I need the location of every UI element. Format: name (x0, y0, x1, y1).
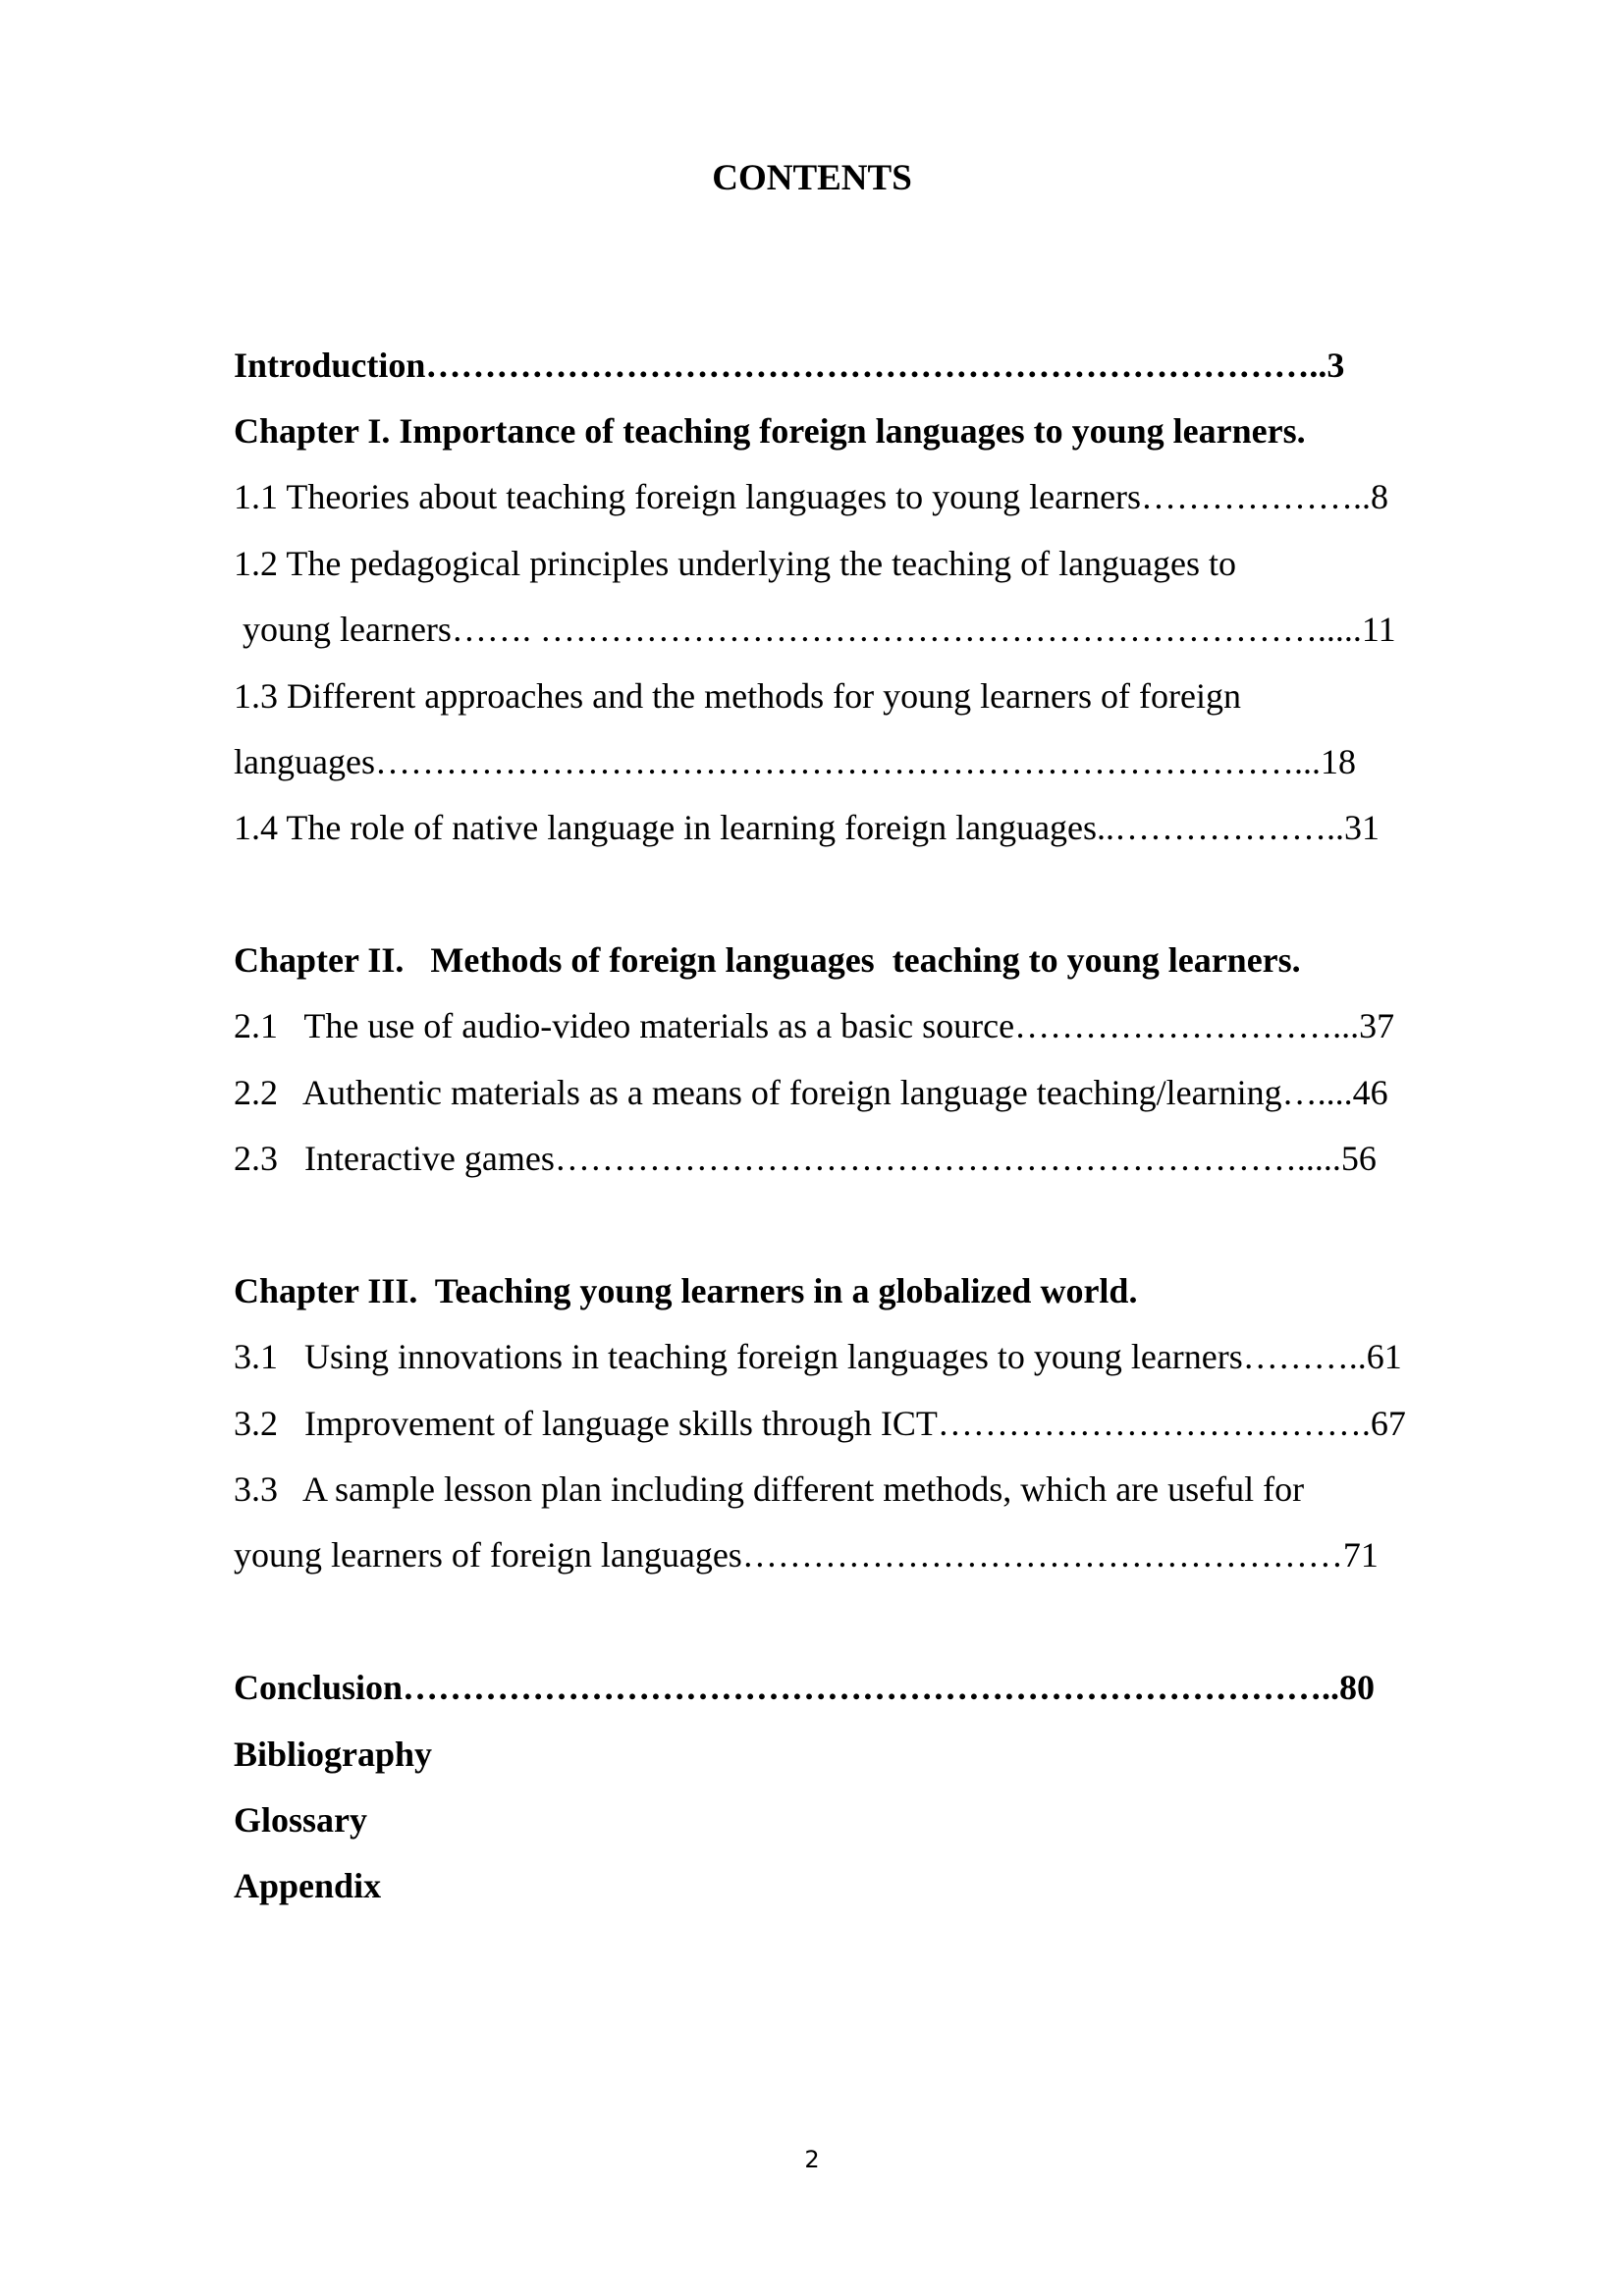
toc-chapter-3-heading: Chapter III. Teaching young learners in a globalized world. (234, 1271, 1138, 1310)
toc-entry-3-3-line-2: young learners of foreign languages……………………………………………71 (234, 1535, 1379, 1575)
toc-entry-1-2-line-1: 1.2 The pedagogical principles underlying the teaching of languages to (234, 544, 1237, 583)
toc-entry-1-3-line-1: 1.3 Different approaches and the methods for young learners of foreign (234, 676, 1241, 716)
toc-entry-3-3-line-1: 3.3 A sample lesson plan including different methods, which are useful for (234, 1469, 1305, 1509)
toc-chapter-2-heading: Chapter II. Methods of foreign languages teaching to young learners. (234, 940, 1301, 980)
toc-appendix: Appendix (234, 1866, 382, 1905)
toc-conclusion: Conclusion……………………………………………………………………..80 (234, 1668, 1376, 1707)
toc-entry-3-1: 3.1 Using innovations in teaching foreign languages to young learners………..61 (234, 1337, 1402, 1376)
toc-entry-1-3-line-2: languages……………………………………………………………………...18 (234, 742, 1356, 781)
toc-chapter-1-heading: Chapter I. Importance of teaching foreign languages to young learners. (234, 411, 1306, 451)
toc-entry-1-1: 1.1 Theories about teaching foreign languages to young learners………………..8 (234, 477, 1389, 516)
toc-entry-2-1: 2.1 The use of audio-video materials as a basic source………………………...37 (234, 1006, 1395, 1045)
toc-entry-2-3: 2.3 Interactive games……………………………………………………….....56 (234, 1139, 1377, 1178)
toc-entry-3-2: 3.2 Improvement of language skills through ICT……………………………….67 (234, 1404, 1406, 1443)
toc-entry-2-2: 2.2 Authentic materials as a means of foreign language teaching/learning…....46 (234, 1073, 1388, 1112)
toc-entry-1-4: 1.4 The role of native language in learning foreign languages..………………..31 (234, 808, 1380, 847)
toc-introduction: Introduction…………………………………………………………………..3 (234, 346, 1345, 385)
page-title: CONTENTS (712, 158, 912, 198)
toc-glossary: Glossary (234, 1800, 368, 1840)
toc-bibliography: Bibliography (234, 1735, 433, 1774)
toc-entry-1-2-line-2: young learners……. ………………………………………………………….....11 (234, 610, 1396, 649)
page-number: 2 (804, 2146, 820, 2173)
